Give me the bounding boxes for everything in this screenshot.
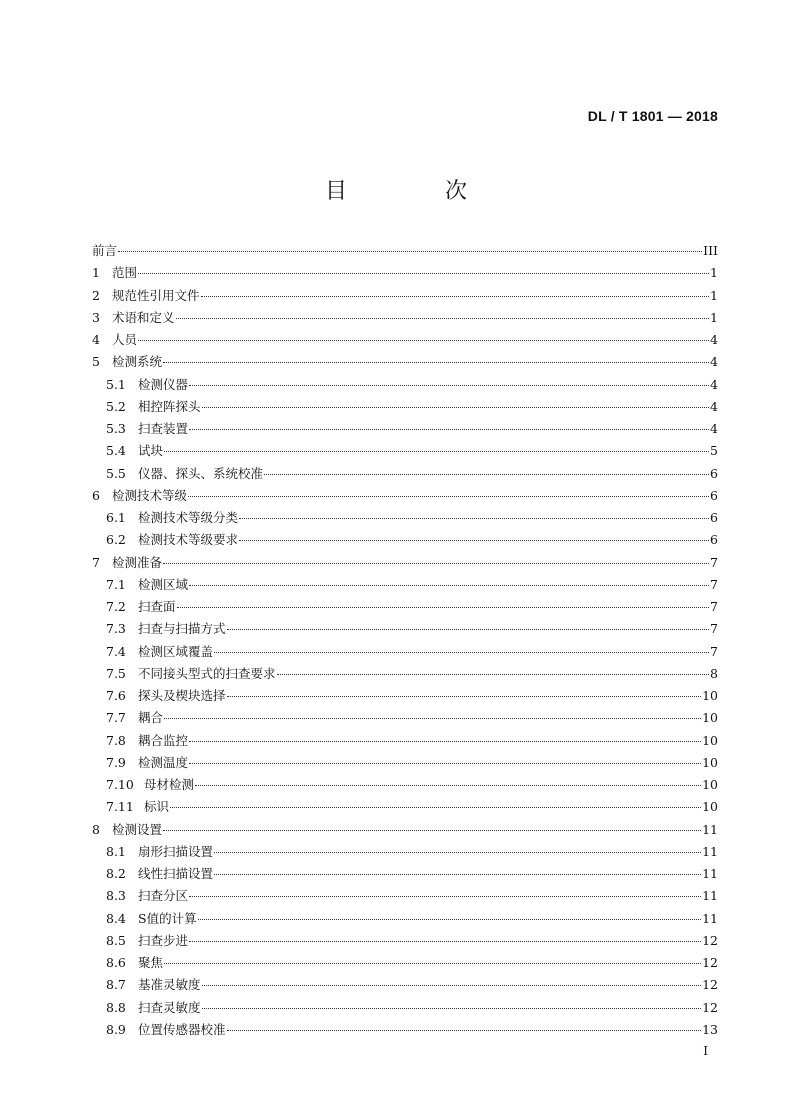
toc-entry[interactable] [92,418,718,440]
toc-entry[interactable] [92,641,718,663]
toc-dot-leader [214,874,701,875]
toc-entry-page: 1 [710,287,718,303]
toc-entry-label: 检测区域 [138,576,189,592]
toc-entry-label: 检测温度 [138,754,189,770]
toc-entry[interactable] [92,774,718,796]
toc-entry-number: 8.9 [106,1021,126,1037]
toc-dot-leader [227,696,702,697]
toc-entry[interactable] [92,440,718,462]
toc-entry-label: 检测技术等级 [112,487,188,503]
toc-entry[interactable] [92,707,718,729]
toc-entry[interactable] [92,930,718,952]
toc-entry[interactable] [92,485,718,507]
toc-entry-page: 11 [702,910,718,926]
toc-entry-number: 7.6 [106,688,126,703]
toc-entry-label: 检测设置 [112,821,163,837]
toc-entry-number: 5 [92,354,100,370]
toc-entry-number: 7.3 [106,621,126,637]
toc-entry-number: 8.3 [106,888,126,904]
toc-entry-page: 11 [702,888,718,904]
toc-entry-page: III [703,243,718,258]
toc-entry-label: 扫查灵敏度 [138,999,201,1015]
toc-dot-leader [189,385,709,386]
page-number: I [703,1044,708,1058]
toc-entry-label: 规范性引用文件 [112,287,200,303]
toc-entry-number: 7.1 [106,576,126,592]
table-of-contents [92,240,718,1041]
toc-entry-number: 6 [92,487,100,503]
toc-dot-leader [138,340,709,341]
toc-dot-leader [227,629,709,630]
toc-entry-number: 6.1 [106,510,126,525]
toc-entry-number: 1 [92,265,100,281]
toc-entry-page: 10 [702,732,718,748]
toc-entry-number: 6.2 [106,532,126,548]
toc-entry-label: 检测准备 [112,554,163,570]
toc-entry-page: 4 [710,421,718,436]
toc-entry-label: 扫查装置 [138,421,189,436]
toc-entry-number: 4 [92,332,100,347]
toc-entry[interactable] [92,863,718,885]
toc-entry-number: 8.4 [106,910,126,926]
toc-entry-page: 11 [702,821,718,837]
toc-entry-label: 位置传感器校准 [138,1021,226,1037]
toc-entry-number: 7.7 [106,710,126,726]
toc-entry-page: 1 [710,265,718,281]
toc-entry-page: 12 [702,999,718,1015]
toc-dot-leader [239,518,709,519]
toc-entry-page: 4 [710,332,718,347]
toc-entry-label: 基准灵敏度 [138,977,201,993]
toc-entry-page: 10 [702,688,718,703]
toc-dot-leader [138,273,709,274]
toc-entry[interactable] [92,507,718,529]
toc-dot-leader [202,1008,702,1009]
toc-entry[interactable] [92,685,718,707]
toc-entry[interactable] [92,374,718,396]
toc-entry-page: 4 [710,354,718,370]
toc-entry-number: 5.4 [106,443,126,459]
toc-entry[interactable] [92,307,718,329]
toc-entry[interactable] [92,529,718,551]
toc-entry-label: 试块 [138,443,164,459]
toc-entry-label: 聚焦 [138,955,164,970]
toc-entry-page: 12 [702,955,718,970]
toc-entry-number: 5.1 [106,376,126,392]
toc-entry[interactable] [92,262,718,284]
toc-dot-leader [277,674,709,675]
toc-dot-leader [170,807,701,808]
toc-entry-label: 不同接头型式的扫查要求 [138,665,276,681]
toc-entry-page: 4 [710,398,718,414]
toc-dot-leader [164,718,701,719]
toc-entry-number: 7.11 [106,799,134,815]
toc-entry-page: 5 [710,443,718,459]
toc-entry-page: 10 [702,777,718,792]
toc-entry-number: 8.2 [106,866,126,881]
toc-entry-label: 标识 [144,799,170,815]
toc-entry[interactable] [92,819,718,841]
toc-dot-leader [264,474,709,475]
page-title: 目 次 [324,179,505,204]
toc-entry-page: 12 [702,932,718,948]
toc-entry[interactable] [92,663,718,685]
toc-entry-number: 2 [92,287,100,303]
toc-entry-label: 扫查与扫描方式 [138,621,226,637]
toc-entry[interactable] [92,841,718,863]
toc-entry[interactable] [92,574,718,596]
toc-entry-number: 7.9 [106,754,126,770]
toc-entry-label: 检测技术等级分类 [138,510,239,525]
toc-entry[interactable] [92,908,718,930]
toc-entry-number: 8.7 [106,977,126,993]
toc-dot-leader [214,852,701,853]
toc-entry-label: 扫查分区 [138,888,189,904]
toc-entry-number: 3 [92,309,100,325]
toc-dot-leader [189,763,701,764]
toc-dot-leader [189,741,701,742]
toc-entry-label: 耦合监控 [138,732,189,748]
toc-entry-number: 7.4 [106,643,126,659]
toc-entry-page: 8 [710,665,718,681]
toc-entry-label: 仪器、探头、系统校准 [138,465,264,481]
toc-entry-page: 13 [702,1021,718,1037]
toc-entry-page: 6 [710,465,718,481]
toc-entry[interactable] [92,618,718,640]
toc-entry[interactable] [92,552,718,574]
toc-entry-page: 7 [710,621,718,637]
toc-entry-number: 7.8 [106,732,126,748]
toc-entry-page: 1 [710,309,718,325]
toc-entry-label: S值的计算 [138,910,197,926]
toc-entry-number: 8.8 [106,999,126,1015]
toc-dot-leader [177,607,709,608]
toc-entry-label: 前言 [92,243,118,258]
toc-entry[interactable] [92,285,718,307]
toc-entry[interactable] [92,463,718,485]
toc-entry[interactable] [92,596,718,618]
toc-entry-label: 扫查面 [138,599,176,614]
toc-entry-label: 扫查步进 [138,932,189,948]
toc-entry-page: 10 [702,754,718,770]
toc-entry-page: 11 [702,843,718,859]
toc-dot-leader [176,318,709,319]
toc-dot-leader [239,540,709,541]
toc-entry[interactable] [92,974,718,996]
toc-dot-leader [163,362,709,363]
toc-dot-leader [118,251,702,252]
toc-dot-leader [201,296,709,297]
toc-entry-number: 8 [92,821,100,837]
toc-entry-label: 检测仪器 [138,376,189,392]
toc-entry-page: 7 [710,554,718,570]
toc-entry-label: 线性扫描设置 [138,866,214,881]
toc-entry-number: 8.1 [106,843,126,859]
toc-entry[interactable] [92,796,718,818]
toc-dot-leader [202,985,702,986]
toc-entry[interactable] [92,752,718,774]
toc-dot-leader [214,652,709,653]
toc-entry-number: 5.3 [106,421,126,436]
toc-entry-label: 范围 [112,265,138,281]
toc-entry-page: 10 [702,799,718,815]
toc-entry-page: 11 [702,866,718,881]
toc-entry-number: 7.10 [106,777,134,792]
toc-dot-leader [188,496,709,497]
toc-entry-number: 7.2 [106,599,126,614]
toc-entry-page: 4 [710,376,718,392]
toc-entry[interactable] [92,329,718,351]
toc-dot-leader [189,941,701,942]
toc-dot-leader [164,963,701,964]
toc-entry-label: 检测技术等级要求 [138,532,239,548]
toc-entry-number: 8.5 [106,932,126,948]
toc-entry-page: 6 [710,510,718,525]
toc-entry[interactable] [92,240,718,262]
toc-entry-page: 6 [710,487,718,503]
toc-entry-label: 检测区域覆盖 [138,643,214,659]
toc-entry[interactable] [92,1019,718,1041]
toc-entry[interactable] [92,997,718,1019]
toc-entry-label: 人员 [112,332,138,347]
toc-entry-label: 扇形扫描设置 [138,843,214,859]
toc-dot-leader [227,1030,702,1031]
toc-entry[interactable] [92,351,718,373]
toc-entry-page: 7 [710,643,718,659]
toc-dot-leader [163,830,701,831]
standard-code: DL / T 1801 — 2018 [587,108,718,124]
toc-entry-page: 12 [702,977,718,993]
toc-entry-page: 6 [710,532,718,548]
toc-entry-number: 7.5 [106,665,126,681]
toc-dot-leader [195,785,701,786]
toc-entry-label: 检测系统 [112,354,163,370]
toc-entry-label: 耦合 [138,710,164,726]
toc-entry[interactable] [92,952,718,974]
toc-dot-leader [202,407,709,408]
toc-entry-page: 7 [710,599,718,614]
toc-dot-leader [189,896,701,897]
toc-entry[interactable] [92,730,718,752]
toc-entry[interactable] [92,885,718,907]
toc-entry-page: 7 [710,576,718,592]
toc-dot-leader [189,429,709,430]
toc-entry-number: 5.2 [106,398,126,414]
toc-entry-label: 母材检测 [144,777,195,792]
toc-entry-label: 相控阵探头 [138,398,201,414]
toc-entry-number: 5.5 [106,465,126,481]
toc-entry-number: 7 [92,554,100,570]
toc-entry-number: 8.6 [106,955,126,970]
toc-entry-label: 术语和定义 [112,309,175,325]
toc-dot-leader [189,585,709,586]
toc-dot-leader [198,919,702,920]
toc-entry-page: 10 [702,710,718,726]
toc-entry-label: 探头及楔块选择 [138,688,226,703]
toc-entry[interactable] [92,396,718,418]
toc-dot-leader [164,451,709,452]
toc-dot-leader [163,563,709,564]
